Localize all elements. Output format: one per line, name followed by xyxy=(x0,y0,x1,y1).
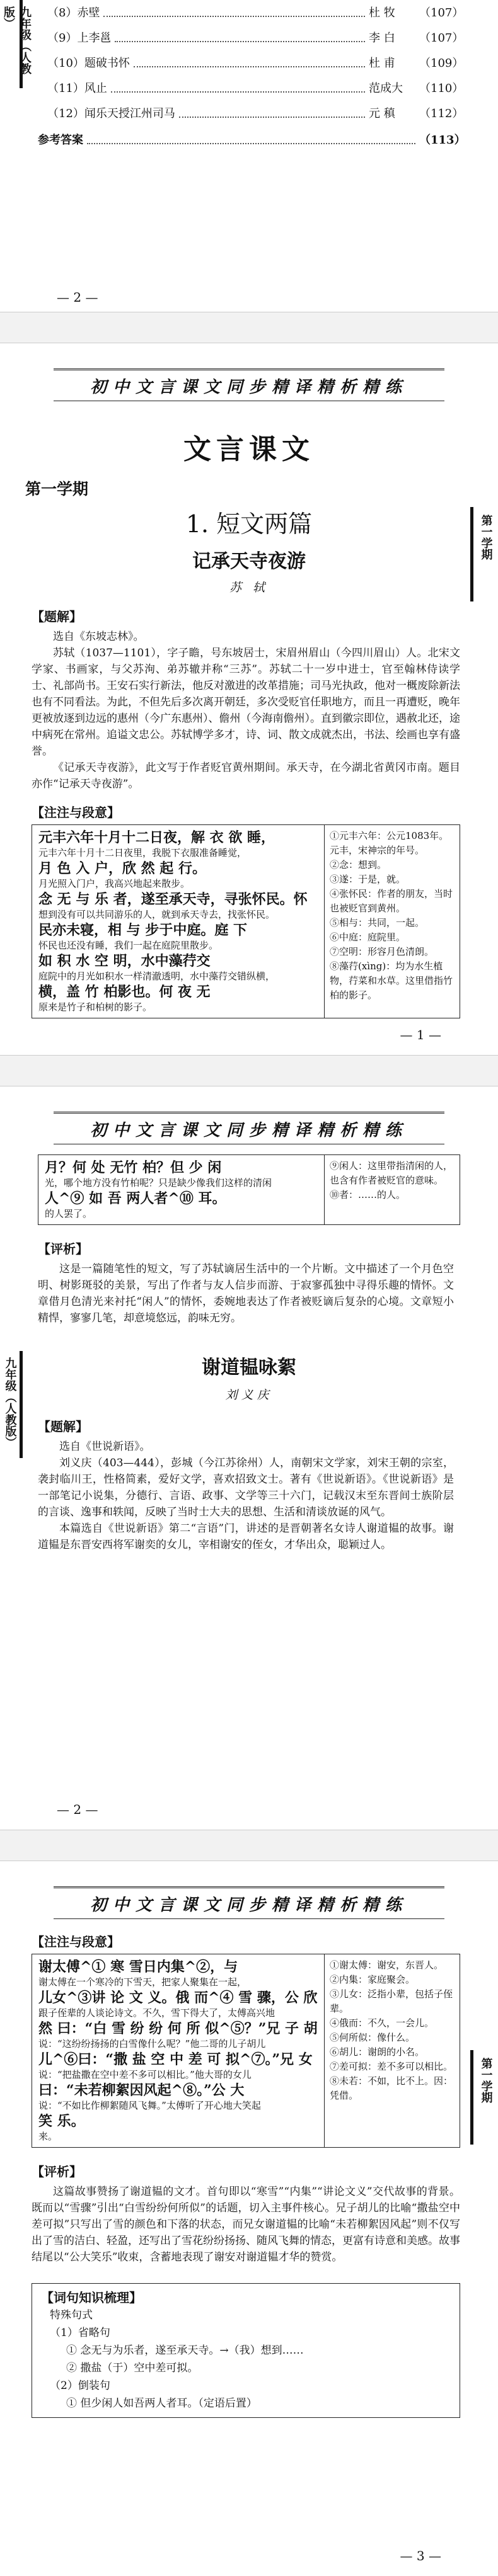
toc-answers-row[interactable]: 参考答案 （113） xyxy=(38,134,466,147)
page-number: — 2 — xyxy=(57,1802,98,1817)
side-tab-left: 九年级（人教版） xyxy=(0,0,23,88)
section-heading: 【注注与段意】 xyxy=(32,1934,120,1949)
page-4 xyxy=(0,1861,498,2576)
running-header: 初中文言课文同步精译精析精练 xyxy=(54,368,444,401)
section-heading: 【评析】 xyxy=(38,1241,88,1257)
intro-block: 选自《世说新语》。 刘义庆（403—444），彭城（今江苏徐州）人，南朝宋文学家，刘宋王朝的宗室，袭封临川王，性格简素，爱好文学，喜欢招致文士。著有《世说新语》。《世说新语》是一部笔记小说集，分德行、言语、政事、文学等三十六门，记载汉末至东晋间士族阶层的言谈、逸事和轶闻，反映了当时士大夫的思想、生活和清谈放诞的风气。 本篇选自《世说新语》第二“言语”门，讲述的是晋朝著名女诗人谢道韫的故事。谢道韫是东晋安西将军谢奕的女儿，宰相谢安的侄女，才华出众，聪颖过人。 xyxy=(38,1440,454,1551)
text-annotation-box xyxy=(32,824,460,1018)
toc-row[interactable]: （11）风止 范成大 （110） xyxy=(47,82,464,95)
side-tab-left: 九年级（人教版） xyxy=(0,1351,23,1458)
original-text-column: 谢太傅^① 寒 雪日内集^②，与 谢太傅在一个寒冷的下雪天，把家人聚集在一起， 儿女^③讲 论 文 义。俄 而^④ 雪 骤，公 欣 跟子侄辈的人谈论诗文。不久，雪下得大了，太傅高兴地 然 曰：“白 雪 纷 纷 何 所 似^⑤？”兄 子 胡 说：“这纷纷扬扬的白雪像什么呢？”他二哥的儿子胡儿 儿^⑥曰：“撒 盐 空 中 差 可 拟^⑦。”兄 女 说：“把盐撒在空中差不多可以相比。”他大哥的女儿 曰：“未若柳絮因风起^⑧。”公 大 说：“不如比作柳絮随风飞舞。”太傅听了开心地大笑起 笑 乐。 来。 xyxy=(38,1959,318,2142)
running-header: 初中文言课文同步精译精析精练 xyxy=(54,1112,444,1144)
section-heading: 【注注与段意】 xyxy=(32,805,120,820)
page-gap xyxy=(0,1055,498,1086)
toc-row[interactable]: （10）题破书怀 杜 甫 （109） xyxy=(47,57,464,70)
page-number: — 2 — xyxy=(57,290,98,305)
vocab-box: 【词句知识梳理】 特殊句式 （1）省略句 ① 念无与为乐者，遂至承天寺。→（我）想到…… ② 撒盐（于）空中差可拟。 （2）倒装句 ① 但少闲人如吾两人者耳。（定语后置） xyxy=(32,2283,460,2418)
evaluation-block: 这是一篇随笔性的短文，写了苏轼谪居生活中的一个片断。文中描述了一个月色空明、树影斑驳的美景，写出了作者与友人信步而游、于寂寥孤独中寻得乐趣的情怀。文章借月色清光来衬托“闲人”的情怀，委婉地表达了作者被贬谪后复杂的心境。文章短小精悍，寥寥几笔，却意境悠远，韵味无穷。 xyxy=(38,1263,454,1325)
lesson-title: 1. 短文两篇 xyxy=(185,510,313,538)
semester-title: 第一学期 xyxy=(25,480,89,498)
annotation-column: ⑨闲人：这里带指清闲的人，也含有作者被贬官的意味。 ⑩者：……的人。 xyxy=(324,1155,460,1224)
toc-row[interactable]: （9）上李邕 李 白 （107） xyxy=(47,31,464,45)
section-heading: 【题解】 xyxy=(32,609,82,624)
text-annotation-box xyxy=(38,1154,460,1225)
author: 刘义庆 xyxy=(225,1388,273,1402)
lesson-subtitle: 谢道韫咏絮 xyxy=(202,1357,296,1379)
original-text-column: 元丰六年十月十二日夜，解 衣 欲 睡， 元丰六年十月十二日夜里，我脱下衣服准备睡觉， 月 色 入 户，欣 然 起 行。 月光照入门户，我高兴地起来散步。 念 无 与 乐 者，遂至承天寺，寻张怀民。怀 想到没有可以共同游乐的人，就到承天寺去，找张怀民。 民亦未寝，相 与 步于中庭。庭 下 怀民也还没有睡，我们一起在庭院里散步。 如 积 水 空 明，水中藻荇交 庭院中的月光如积水一样清澈透明，水中藻荇交错纵横， 横，盖 竹 柏影也。何 夜 无 原来是竹子和柏树的影子。 xyxy=(38,829,308,1013)
page-2 xyxy=(0,343,498,1055)
section-heading: 【题解】 xyxy=(38,1419,88,1434)
page-number: — 3 — xyxy=(400,2548,441,2563)
section-heading: 【评析】 xyxy=(32,2164,82,2179)
evaluation-block: 这篇故事赞扬了谢道韫的文才。首句即以“寒雪”“内集”“讲论文义”交代故事的背景。既而以“雪骤”引出“白雪纷纷何所似”的话题，切入主事件核心。兄子胡儿的比喻“撒盐空中差可拟”只写出了雪的颜色和下落的状态，而兄女谢道韫的比喻“未若柳絮因风起”则不仅写出了雪的洁白、轻盈，还写出了雪花纷纷扬扬、随风飞舞的情态，更富有诗意和美感。故事结尾以“公大笑乐”收束，含蓄地表现了谢安对谢道韫才华的赞赏。 xyxy=(32,2186,460,2264)
author: 苏 轼 xyxy=(229,581,269,595)
big-title: 文言课文 xyxy=(183,433,315,465)
side-tab-right: 第一学期 xyxy=(470,2050,498,2145)
page-3 xyxy=(0,1086,498,1830)
toc-row[interactable]: （8）赤壁 杜 牧 （107） xyxy=(47,6,464,20)
original-text-column: 月？何 处 无竹 柏？但 少 闲 光，哪个地方没有竹柏呢？只是缺少像我们这样的清闲 人^⑨ 如 吾 两人者^⑩ 耳。 的人罢了。 xyxy=(45,1160,272,1219)
running-header: 初中文言课文同步精译精析精练 xyxy=(54,1886,444,1919)
annotation-column: ①元丰六年：公元1083年。元丰，宋神宗的年号。 ②念：想到。 ③遂：于是，就。 ④张怀民：作者的朋友，当时也被贬官到黄州。 ⑤相与：共同，一起。 ⑥中庭：庭院里。 ⑦空明：形容月色清朗。 ⑧藻荇(xìng)：均为水生植物，荇菜和水草。这里借指竹柏的影子。 xyxy=(324,825,460,1018)
page-1 xyxy=(0,0,498,312)
side-tab-right: 第一学期 xyxy=(470,507,498,601)
lesson-subtitle: 记承天寺夜游 xyxy=(192,550,306,573)
annotation-column: ①谢太傅：谢安，东晋人。 ②内集：家庭聚会。 ③儿女：泛指小辈，包括子侄辈。 ④俄而：不久，一会儿。 ⑤何所似：像什么。 ⑥胡儿：谢朗的小名。 ⑦差可拟：差不多可以相比。 ⑧未若：不如，比不上。因：凭借。 xyxy=(324,1954,460,2147)
page-gap xyxy=(0,312,498,343)
page-number: — 1 — xyxy=(400,1027,441,1042)
toc-row[interactable]: （12）闻乐天授江州司马 元 稹 （112） xyxy=(47,107,464,120)
intro-block: 选自《东坡志林》。 苏轼（1037—1101），字子瞻，号东坡居士，宋眉州眉山（今四川眉山）人。北宋文学家、书画家，与父苏洵、弟苏辙并称“三苏”。苏轼二十一岁中进士，官至翰林侍读学士、礼部尚书。王安石实行新法，他反对激进的改革措施；司马光执政，他对一概废除新法也有不同看法。为此，不但先后多次离开朝廷，多次受贬官任职地方，而且一再遭贬，晚年更被放逐到边远的惠州（今广东惠州）、儋州（今海南儋州）。直到徽宗即位，遇赦北还，途中病死在常州。追谥文忠公。苏轼博学多才，诗、词、散文成就杰出，书法、绘画也享有盛誉。 《记承天寺夜游》，此文写于作者贬官黄州期间。承天寺，在今湖北省黄冈市南。题目亦作“记承天寺夜游”。 xyxy=(32,630,460,790)
text-annotation-box xyxy=(32,1954,460,2148)
page-gap xyxy=(0,1830,498,1861)
